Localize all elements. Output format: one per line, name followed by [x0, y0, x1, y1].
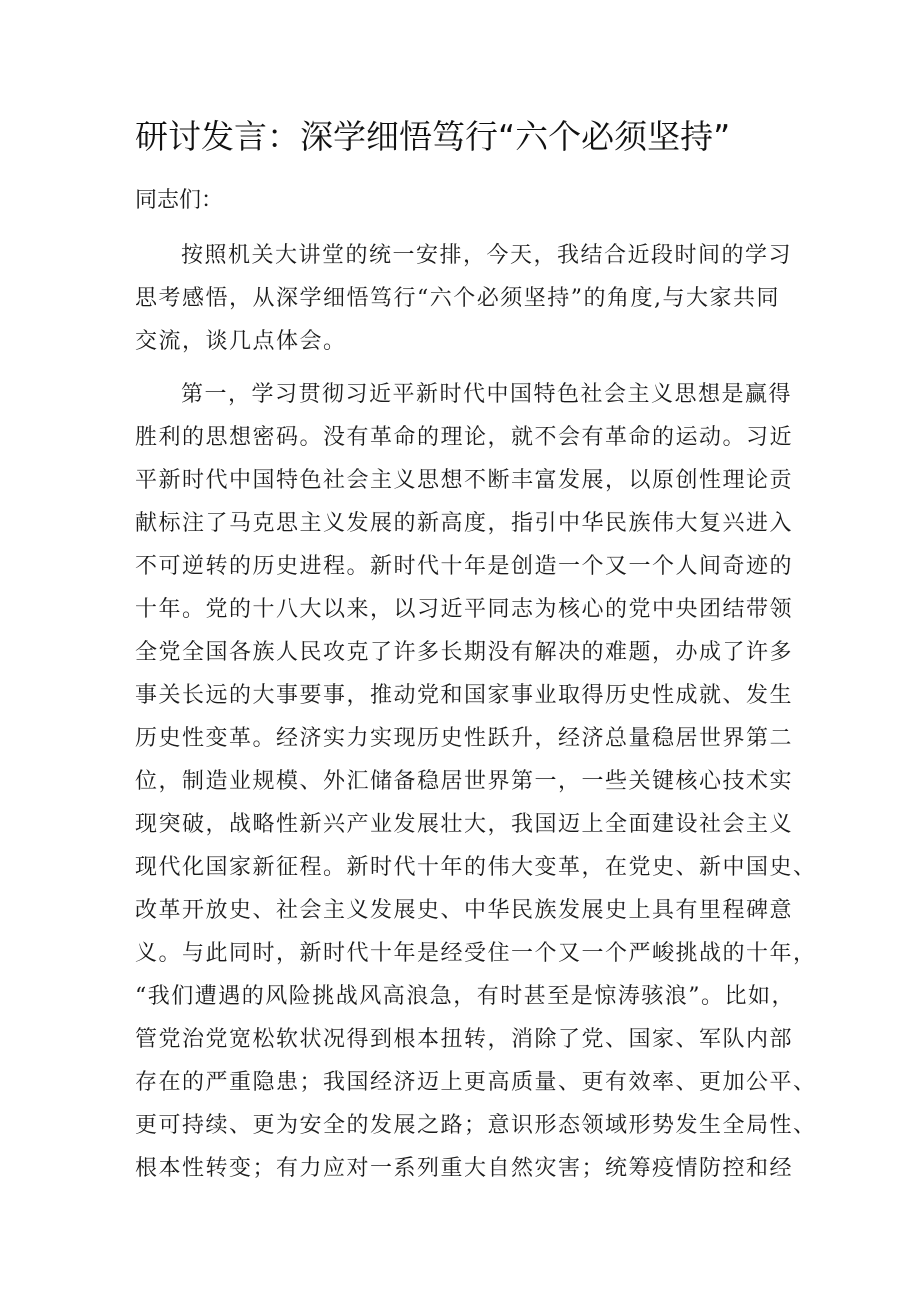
paragraph-line: 交流，谈几点体会。: [135, 329, 347, 354]
paragraph-line: 十年。党的十八大以来，以习近平同志为核心的党中央团结带领: [135, 597, 794, 622]
paragraph-line: 历史性变革。经济实力实现历史性跃升，经济总量稳居世界第二: [135, 726, 794, 751]
paragraph-1: [135, 234, 793, 363]
paragraph-line: 事关长远的大事要事，推动党和国家事业取得历史性成就、发生: [135, 683, 794, 708]
paragraph-line: 根本性转变；有力应对一系列重大自然灾害；统筹疫情防控和经: [135, 1156, 794, 1181]
paragraph-line: 现突破，战略性新兴产业发展壮大，我国迈上全面建设社会主义: [135, 812, 794, 837]
paragraph-line: 不可逆转的历史进程。新时代十年是创造一个又一个人间奇迹的: [135, 554, 794, 579]
paragraph-line: 按照机关大讲堂的统一安排，今天，我结合近段时间的学习: [181, 243, 793, 268]
paragraph-line: 献标注了马克思主义发展的新高度，指引中华民族伟大复兴进入: [135, 511, 794, 536]
paragraph-line: 全党全国各族人民攻克了许多长期没有解决的难题，办成了许多: [135, 640, 794, 665]
paragraph-line: 平新时代中国特色社会主义思想不断丰富发展，以原创性理论贡: [135, 468, 794, 493]
paragraph-line: 存在的严重隐患；我国经济迈上更高质量、更有效率、更加公平、: [135, 1070, 817, 1095]
greeting: 同志们：: [135, 188, 224, 213]
paragraph-line: 管党治党宽松软状况得到根本扭转，消除了党、国家、军队内部: [135, 1027, 794, 1052]
paragraph-2: [135, 373, 817, 1190]
paragraph-line: 改革开放史、社会主义发展史、中华民族发展史上具有里程碑意: [135, 898, 794, 923]
paragraph-line: 胜利的思想密码。没有革命的理论，就不会有革命的运动。习近: [135, 425, 794, 450]
paragraph-line: “我们遭遇的风险挑战风高浪急，有时甚至是惊涛骇浪”。比如，: [135, 984, 795, 1009]
paragraph-line: 思考感悟，从深学细悟笃行“六个必须坚持”的角度,与大家共同: [135, 286, 780, 311]
paragraph-line: 现代化国家新征程。新时代十年的伟大变革，在党史、新中国史、: [135, 855, 817, 880]
document-title: 研讨发言：深学细悟笃行“六个必须坚持”: [135, 117, 731, 156]
paragraph-line: 更可持续、更为安全的发展之路；意识形态领域形势发生全局性、: [135, 1113, 817, 1138]
paragraph-line: 第一，学习贯彻习近平新时代中国特色社会主义思想是赢得: [181, 382, 793, 407]
paragraph-line: 义。与此同时，新时代十年是经受住一个又一个严峻挑战的十年，: [135, 941, 817, 966]
paragraph-line: 位，制造业规模、外汇储备稳居世界第一，一些关键核心技术实: [135, 769, 794, 794]
